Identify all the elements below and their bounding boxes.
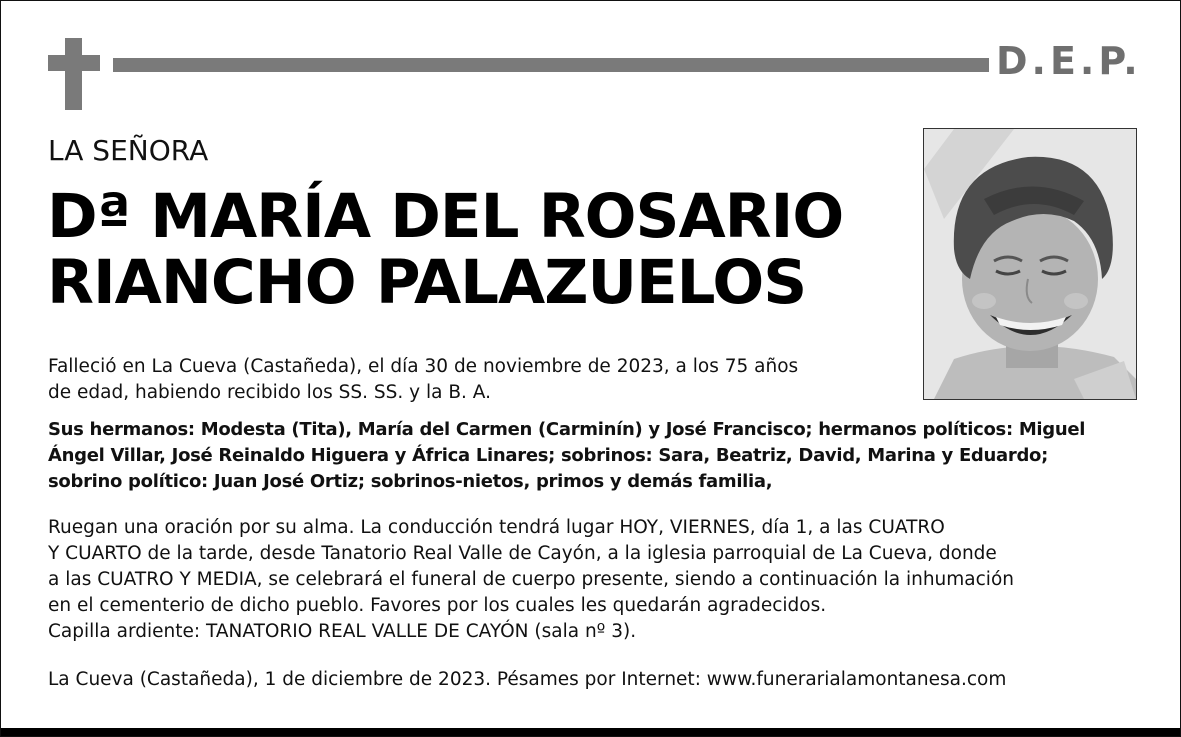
closing-line xyxy=(48,667,1148,693)
death-line-1: Falleció en La Cueva (Castañeda), el día 30 de noviembre de 2023, a los 75 años xyxy=(48,356,799,377)
funeral-line-1: Ruegan una oración por su alma. La conducción tendrá lugar HOY, VIERNES, día 1, a las CUATRO xyxy=(48,517,945,538)
dep-label: D.E.P. xyxy=(996,39,1142,83)
deceased-name-line-2: RIANCHO PALAZUELOS xyxy=(47,247,807,318)
family-line-1: Sus hermanos: Modesta (Tita), María del Carmen (Carminín) y José Francisco; hermanos políticos: Miguel xyxy=(48,419,1086,440)
header-divider xyxy=(113,58,989,72)
family-line-2: Ángel Villar, José Reinaldo Higuera y África Linares; sobrinos: Sara, Beatriz, David, Marina y Eduardo; xyxy=(48,445,1049,466)
condolences-web: Pésames por Internet: www.funerarialamontanesa.com xyxy=(496,669,1007,690)
deceased-name-line-1: Dª MARÍA DEL ROSARIO xyxy=(47,181,844,252)
funeral-line-4: en el cementerio de dicho pueblo. Favores por los cuales les quedarán agradecidos. xyxy=(48,595,827,616)
bottom-border xyxy=(1,728,1180,736)
deceased-name xyxy=(47,181,844,318)
funeral-details xyxy=(48,515,1148,645)
intro-label: LA SEÑORA xyxy=(48,134,209,167)
closing-place-date: La Cueva (Castañeda), 1 de diciembre de 2023. xyxy=(48,669,492,690)
family-paragraph xyxy=(48,417,1148,495)
family-line-3: sobrino político: Juan José Ortiz; sobrinos-nietos, primos y demás familia, xyxy=(48,471,773,492)
portrait-photo xyxy=(923,128,1137,400)
funeral-line-2: Y CUARTO de la tarde, desde Tanatorio Real Valle de Cayón, a la iglesia parroquial de La Cueva, donde xyxy=(48,543,997,564)
death-line-2: de edad, habiendo recibido los SS. SS. y la B. A. xyxy=(48,382,492,403)
funeral-line-3: a las CUATRO Y MEDIA, se celebrará el funeral de cuerpo presente, siendo a continuación la inhumación xyxy=(48,569,1014,590)
death-announcement xyxy=(48,354,908,406)
chapel-line: Capilla ardiente: TANATORIO REAL VALLE DE CAYÓN (sala nº 3). xyxy=(48,621,637,642)
latin-cross-icon xyxy=(48,38,100,110)
